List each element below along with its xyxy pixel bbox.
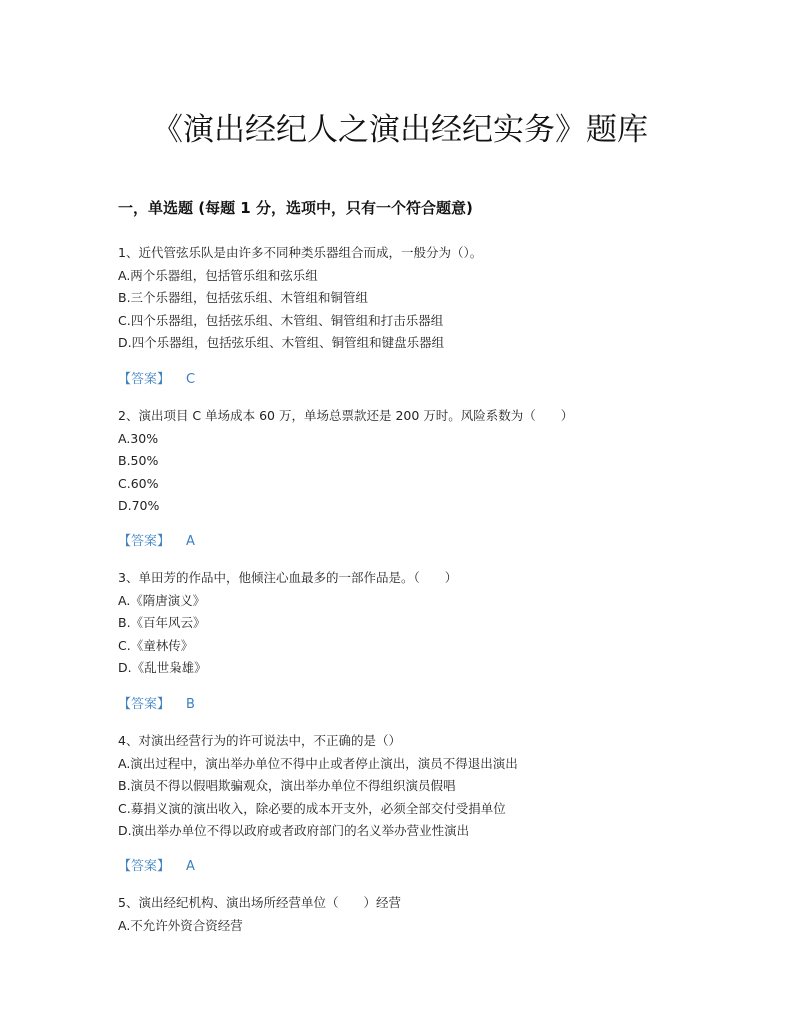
answer-value: C — [186, 372, 196, 387]
option-b: B.三个乐器组，包括弦乐组、木管组和铜管组 — [118, 290, 369, 305]
question-1 — [118, 242, 482, 355]
question-stem: 4、对演出经营行为的许可说法中，不正确的是（） — [118, 733, 401, 748]
document-title: 《演出经纪人之演出经纪实务》题库 — [152, 112, 648, 148]
option-d: D.演出举办单位不得以政府或者政府部门的名义举办营业性演出 — [118, 823, 470, 838]
option-a: A.两个乐器组，包括管乐组和弦乐组 — [118, 267, 318, 283]
question-stem: 2、演出项目 C 单场成本 60 万，单场总票款还是 200 万时。风险系数为（ ） — [118, 408, 574, 423]
option-b: B.50% — [118, 453, 159, 468]
option-b: B.《百年风云》 — [118, 615, 206, 630]
answer-2 — [118, 531, 195, 553]
option-a: A.《隋唐演义》 — [118, 592, 206, 608]
option-c: C.募捐义演的演出收入，除必要的成本开支外，必须全部交付受捐单位 — [118, 800, 506, 816]
option-b: B.演员不得以假唱欺骗观众，演出举办单位不得组织演员假唱 — [118, 778, 456, 793]
option-a: A.30% — [118, 430, 159, 446]
answer-value: A — [186, 859, 195, 874]
answer-value: B — [186, 697, 195, 712]
option-c: C.60% — [118, 475, 159, 491]
question-stem: 3、单田芳的作品中，他倾注心血最多的一部作品是。（ ） — [118, 570, 458, 585]
question-3 — [118, 567, 457, 680]
answer-1 — [118, 369, 195, 391]
answer-4 — [118, 856, 195, 878]
option-d: D.70% — [118, 498, 160, 513]
option-c: C.四个乐器组，包括弦乐组、木管组、铜管组和打击乐器组 — [118, 312, 444, 328]
option-a: A.演出过程中，演出举办单位不得中止或者停止演出，演员不得退出演出 — [118, 755, 518, 771]
option-c: C.《童林传》 — [118, 637, 194, 653]
question-4 — [118, 730, 518, 843]
question-stem: 5、演出经纪机构、演出场所经营单位（ ）经营 — [118, 895, 401, 910]
answer-label: 【答案】 — [118, 372, 171, 387]
section-heading: 一，单选题 (每题 1 分，选项中，只有一个符合题意) — [118, 199, 473, 217]
answer-label: 【答案】 — [118, 859, 171, 874]
question-stem: 1、近代管弦乐队是由许多不同种类乐器组合而成，一般分为（）。 — [118, 245, 483, 260]
question-2 — [118, 405, 573, 518]
option-d: D.《乱世枭雄》 — [118, 660, 207, 675]
question-5 — [118, 892, 401, 937]
answer-label: 【答案】 — [118, 697, 171, 712]
answer-3 — [118, 694, 195, 716]
answer-value: A — [186, 534, 195, 549]
option-d: D.四个乐器组，包括弦乐组、木管组、铜管组和键盘乐器组 — [118, 335, 445, 350]
option-a: A.不允许外资合资经营 — [118, 917, 243, 933]
answer-label: 【答案】 — [118, 534, 171, 549]
